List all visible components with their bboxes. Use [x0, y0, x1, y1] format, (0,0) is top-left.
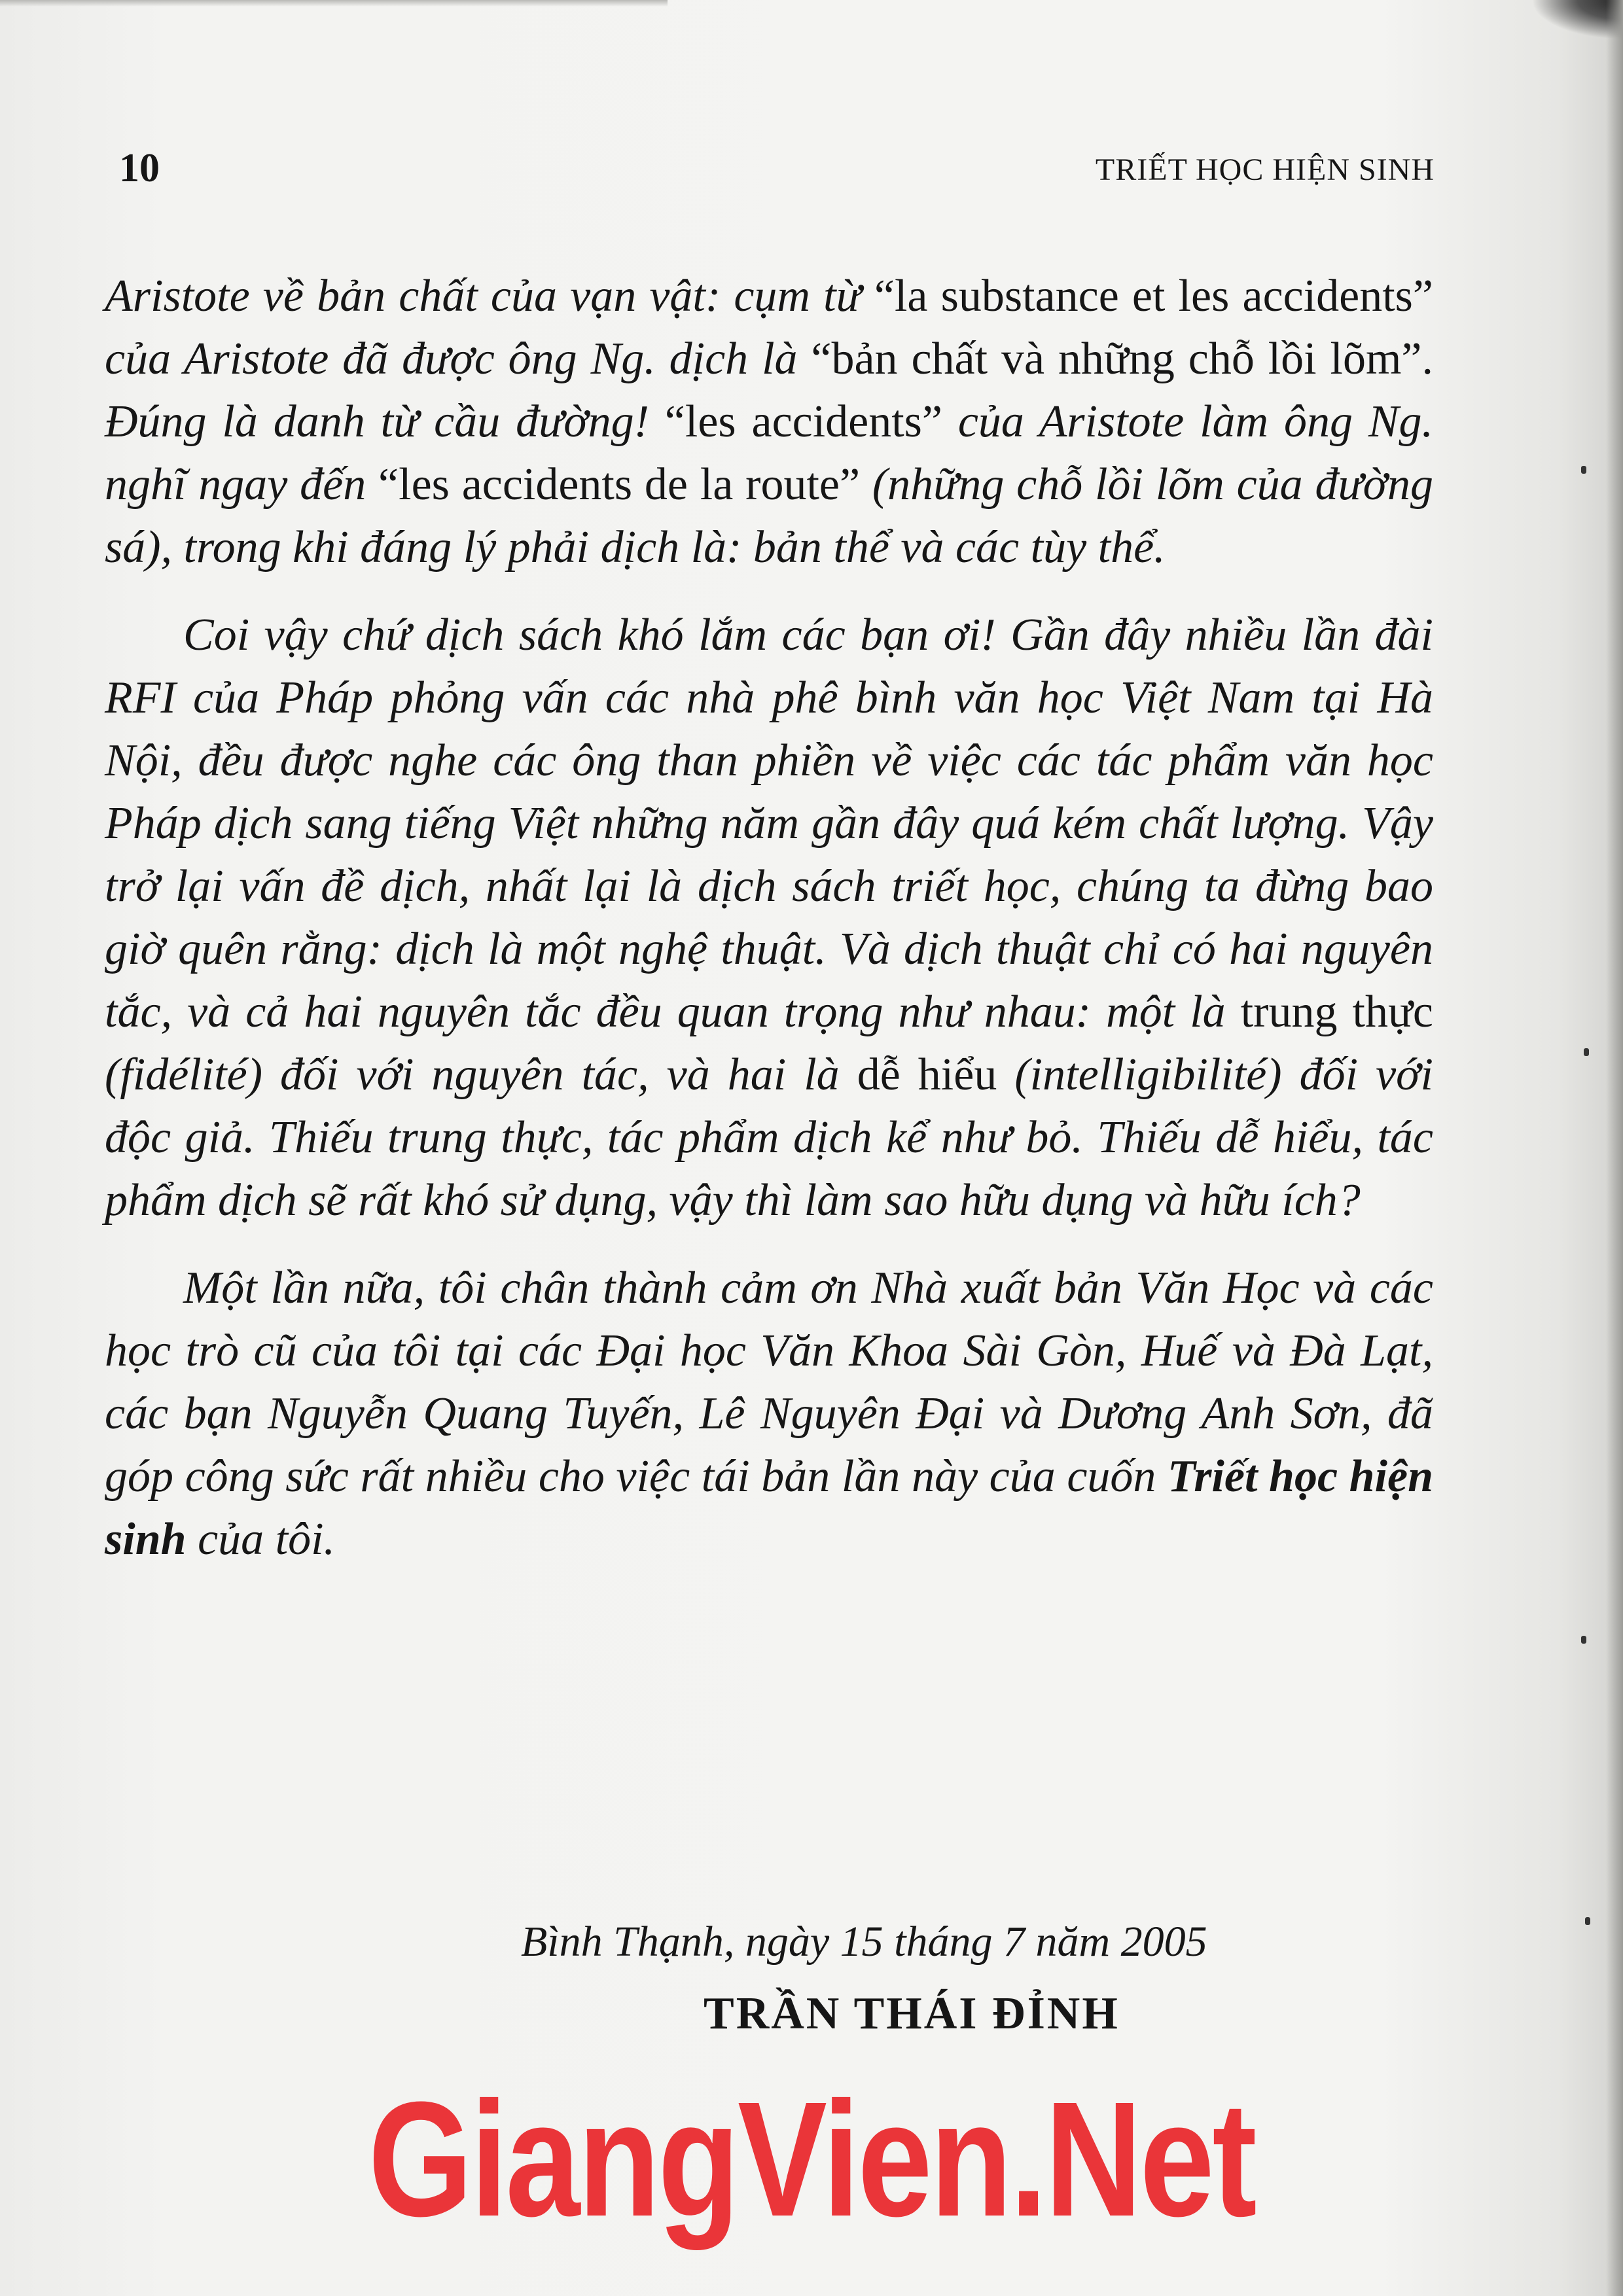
paragraph	[105, 604, 1433, 1232]
text-run: của Aristote đã được ông Ng. dịch là	[105, 334, 812, 384]
page-top-shadow	[0, 0, 668, 7]
text-run: trung thực	[1240, 987, 1433, 1037]
running-title: TRIẾT HỌC HIỆN SINH	[1095, 152, 1435, 187]
text-run: “la substance et les accidents”	[874, 271, 1433, 321]
scan-speck	[1581, 1636, 1586, 1644]
text-run: Đúng là danh từ cầu đường!	[105, 397, 665, 447]
text-run: dễ hiểu	[857, 1050, 1015, 1100]
body-text	[105, 265, 1433, 1596]
paragraph	[105, 265, 1433, 579]
paragraph	[105, 1257, 1433, 1571]
text-run: của Aristote làm ông Ng. nghĩ ngay đến	[105, 397, 1434, 510]
text-run: Aristote về bản chất của vạn vật: cụm từ	[105, 271, 874, 321]
page-number: 10	[119, 146, 160, 190]
text-run: (intelligibilité) đối với độc giả. Thiếu trung thực, tác phẩm dịch kể như bỏ. Thiếu dễ hiểu, tác phẩm dịch sẽ rất khó sử dụng, vậy thì làm sao hữu dụng và hữu ích?	[105, 1050, 1433, 1226]
scan-speck	[1585, 1917, 1590, 1925]
text-run: (fidélité) đối với nguyên tác, và hai là	[105, 1050, 857, 1100]
author-name: TRẦN THÁI ĐỈNH	[704, 1988, 1120, 2039]
text-run: (những chỗ lồi lõm của đường sá), trong khi đáng lý phải dịch là: bản thể và các tùy thể.	[105, 459, 1434, 573]
text-run: “bản chất và những chỗ lồi lõm”.	[811, 334, 1433, 384]
text-run: Một lần nữa, tôi chân thành cảm ơn Nhà xuất bản Văn Học và các học trò cũ của tôi tại các Đại học Văn Khoa Sài Gòn, Huế và Đà Lạt, các bạn Nguyễn Quang Tuyến, Lê Nguyên Đại và Dương Anh Sơn, đã góp công sức rất nhiều cho việc tái bản lần này của cuốn	[105, 1263, 1433, 1502]
text-run: Triết học hiện sinh	[105, 1451, 1434, 1564]
scan-speck	[1581, 466, 1586, 474]
scan-speck	[1584, 1048, 1589, 1056]
running-header	[0, 145, 1623, 198]
text-run: “les accidents”	[664, 397, 958, 447]
place-date: Bình Thạnh, ngày 15 tháng 7 năm 2005	[521, 1918, 1207, 1966]
page-binding-shadow	[1606, 0, 1623, 2296]
text-run: Coi vậy chứ dịch sách khó lắm các bạn ơi! Gần đây nhiều lần đài RFI của Pháp phỏng vấn các nhà phê bình văn học Việt Nam tại Hà Nội, đều được nghe các ông than phiền về việc các tác phẩm văn học Pháp dịch sang tiếng Việt những năm gần đây quá kém chất lượng. Vậy trở lại vấn đề dịch, nhất lại là dịch sách triết học, chúng ta đừng bao giờ quên rằng: dịch là một nghệ thuật. Và dịch thuật chỉ có hai nguyên tắc, và cả hai nguyên tắc đều quan trọng như nhau: một là	[105, 610, 1433, 1037]
text-run: “les accidents de la route”	[378, 459, 872, 510]
watermark-logo: GiangVien.Net	[368, 2068, 1255, 2250]
text-run: của tôi.	[186, 1514, 336, 1564]
